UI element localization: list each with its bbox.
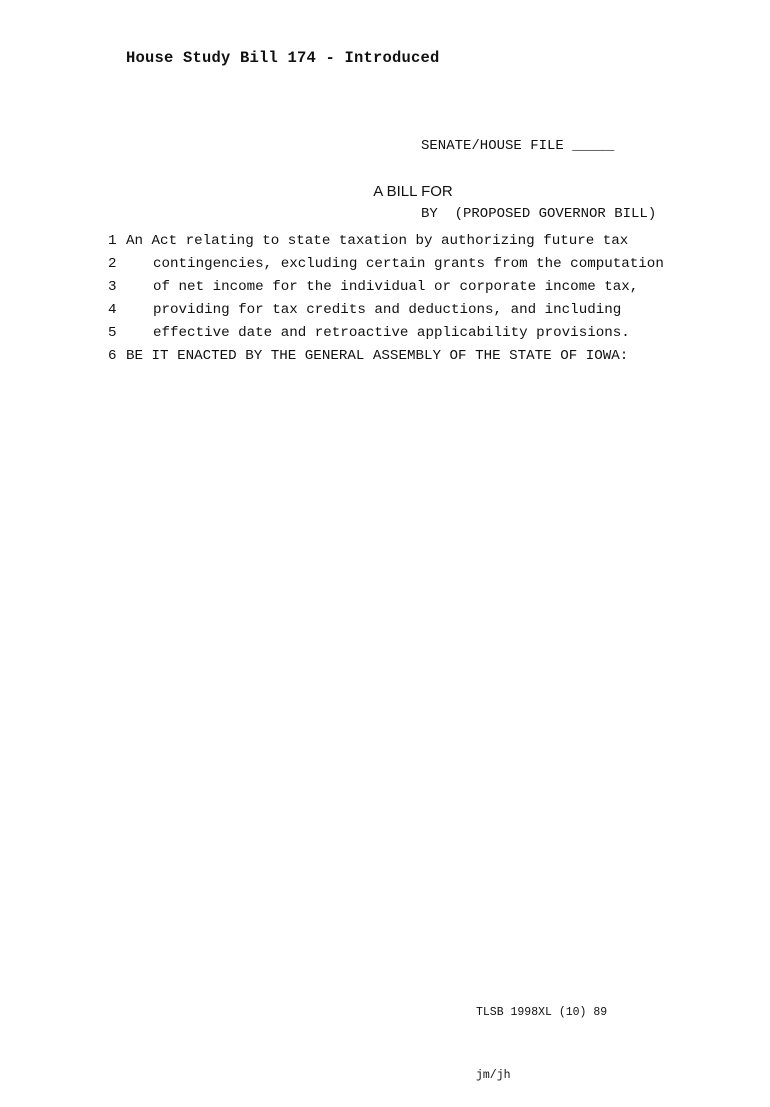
file-number-line: SENATE/HOUSE FILE _____ (421, 138, 615, 154)
bill-line (108, 253, 664, 276)
bill-line (108, 299, 664, 322)
page-title: House Study Bill 174 - Introduced (126, 49, 440, 67)
line-number: 6 (108, 348, 117, 364)
line-text: effective date and retroactive applicability provisions. (153, 325, 630, 341)
line-number: 4 (108, 302, 117, 318)
bill-heading: A BILL FOR (373, 183, 453, 200)
bill-line (108, 322, 664, 345)
sponsor-line: BY (PROPOSED GOVERNOR BILL) (421, 205, 657, 222)
line-number: 1 (108, 233, 117, 249)
line-number: 3 (108, 279, 117, 295)
document-code: TLSB 1998XL (10) 89 (476, 1006, 608, 1019)
line-text: providing for tax credits and deductions, and including (153, 302, 622, 318)
line-text: contingencies, excluding certain grants from the computation (153, 256, 664, 272)
footer-block (476, 960, 607, 1107)
line-text: of net income for the individual or corporate income tax, (153, 279, 639, 295)
bill-lines (108, 230, 664, 368)
bill-line (108, 276, 664, 299)
line-text: BE IT ENACTED BY THE GENERAL ASSEMBLY OF THE STATE OF IOWA: (126, 348, 629, 364)
bill-line (108, 230, 664, 253)
file-block (421, 90, 656, 248)
drafter-initials: jm/jh (476, 1069, 511, 1082)
line-number: 2 (108, 256, 117, 272)
line-text: An Act relating to state taxation by authorizing future tax (126, 233, 629, 249)
bill-line (108, 345, 664, 368)
line-number: 5 (108, 325, 117, 341)
